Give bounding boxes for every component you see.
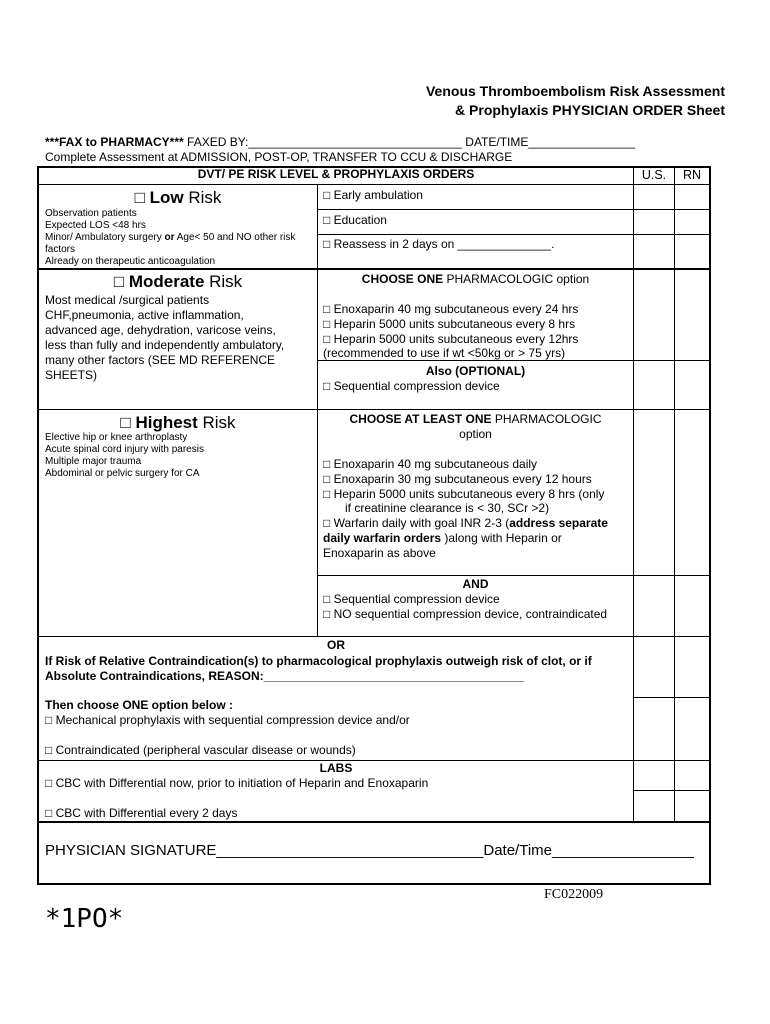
- order-highest-scd[interactable]: □ Sequential compression device: [323, 592, 500, 606]
- low-criterion: Observation patients: [45, 208, 137, 219]
- rn-column-header: RN: [682, 168, 702, 182]
- table-bottom-border: [37, 883, 711, 885]
- assessment-instruction: Complete Assessment at ADMISSION, POST-OP, TRANSFER TO CCU & DISCHARGE: [45, 150, 513, 164]
- labs-row-line: [633, 790, 711, 791]
- order-contraindicated[interactable]: □ Contraindicated (peripheral vascular disease or wounds): [45, 743, 356, 757]
- low-criterion: Minor/ Ambulatory surgery or Age< 50 and NO other risk: [45, 232, 296, 243]
- form-title-line1: Venous Thromboembolism Risk Assessment: [425, 83, 725, 99]
- order-enoxaparin-40-daily[interactable]: □ Enoxaparin 40 mg subcutaneous daily: [323, 457, 538, 471]
- contra-statement-line1: If Risk of Relative Contraindication(s) to pharmacological prophylaxis outweigh risk of clot, or if: [45, 654, 592, 668]
- highest-choose-heading: CHOOSE AT LEAST ONE PHARMACOLOGIC: [349, 412, 602, 426]
- signature-divider: [37, 821, 711, 823]
- fax-line: [45, 135, 635, 150]
- labs-heading: LABS: [319, 761, 353, 775]
- risk-column-divider: [317, 184, 318, 636]
- signature-field[interactable]: ________________________________: [216, 842, 484, 859]
- order-moderate-scd[interactable]: □ Sequential compression device: [323, 379, 500, 393]
- low-moderate-divider: [37, 268, 711, 270]
- highest-criterion: Acute spinal cord injury with paresis: [45, 444, 204, 455]
- warfarin-note-line2: daily warfarin orders )along with Heparin or: [323, 531, 562, 545]
- contra-row-line: [633, 697, 711, 698]
- order-enoxaparin-30-q12[interactable]: □ Enoxaparin 30 mg subcutaneous every 12 hours: [323, 472, 592, 486]
- low-criterion: Already on therapeutic anticoagulation: [45, 256, 216, 267]
- creatinine-note: if creatinine clearance is < 30, SCr >2): [345, 501, 550, 515]
- us-column-divider: [633, 166, 634, 822]
- rn-column-divider: [674, 166, 675, 822]
- order-education[interactable]: □ Education: [323, 213, 387, 227]
- highest-row-line-1: [317, 575, 711, 576]
- form-title-line2: & Prophylaxis PHYSICIAN ORDER Sheet: [455, 102, 725, 118]
- low-criterion: Expected LOS <48 hrs: [45, 220, 146, 231]
- highest-criterion: Multiple major trauma: [45, 456, 142, 467]
- order-heparin-q8-highest[interactable]: □ Heparin 5000 units subcutaneous every 8 hrs (only: [323, 487, 605, 501]
- low-risk-checkbox[interactable]: □: [134, 188, 145, 207]
- faxed-by-field[interactable]: FAXED BY:________________________________: [183, 135, 466, 149]
- then-choose-heading: Then choose ONE option below :: [45, 698, 233, 712]
- order-enoxaparin-40-q24[interactable]: □ Enoxaparin 40 mg subcutaneous every 24 hrs: [323, 302, 579, 316]
- order-no-scd[interactable]: □ NO sequential compression device, contraindicated: [323, 607, 608, 621]
- contra-section-divider: [37, 636, 711, 637]
- low-risk-heading[interactable]: □ Low Risk: [134, 188, 222, 207]
- moderate-criterion: many other factors (SEE MD REFERENCE: [45, 353, 276, 367]
- and-heading: AND: [462, 577, 489, 591]
- header-row-divider: [37, 184, 711, 185]
- fax-label: ***FAX to PHARMACY***: [45, 135, 184, 149]
- also-optional-heading: Also (OPTIONAL): [425, 364, 526, 378]
- order-reassess[interactable]: □ Reassess in 2 days on ______________.: [323, 237, 555, 251]
- contra-reason-field[interactable]: Absolute Contraindications, REASON:_______________________________________: [45, 669, 524, 683]
- low-row-line-1: [317, 209, 711, 210]
- moderate-risk-checkbox[interactable]: □: [113, 272, 125, 291]
- order-early-ambulation[interactable]: □ Early ambulation: [323, 188, 423, 202]
- order-mechanical-prophylaxis[interactable]: □ Mechanical prophylaxis with sequential compression device and/or: [45, 713, 410, 727]
- table-right-border: [709, 166, 711, 885]
- low-criterion: factors: [45, 244, 76, 255]
- warfarin-note-line3: Enoxaparin as above: [323, 546, 436, 560]
- order-cbc-now[interactable]: □ CBC with Differential now, prior to initiation of Heparin and Enoxaparin: [45, 776, 429, 790]
- table-header-title: DVT/ PE RISK LEVEL & PROPHYLAXIS ORDERS: [197, 167, 475, 181]
- physician-signature-row: [45, 842, 694, 860]
- highest-criterion: Abdominal or pelvic surgery for CA: [45, 468, 200, 479]
- moderate-criterion: SHEETS): [45, 368, 98, 382]
- or-heading: OR: [327, 638, 345, 652]
- moderate-criterion: less than fully and independently ambulatory,: [45, 338, 285, 352]
- order-warfarin[interactable]: □ Warfarin daily with goal INR 2-3 (address separate: [323, 516, 608, 530]
- fax-date-time-field[interactable]: DATE/TIME________________: [465, 135, 636, 149]
- order-heparin-q12[interactable]: □ Heparin 5000 units subcutaneous every 12hrs: [323, 332, 579, 346]
- order-heparin-q8[interactable]: □ Heparin 5000 units subcutaneous every 8 hrs: [323, 317, 576, 331]
- highest-risk-heading[interactable]: □ Highest Risk: [120, 413, 236, 432]
- moderate-criterion: advanced age, dehydration, varicose veins,: [45, 323, 276, 337]
- barcode-text: *1PO*: [45, 904, 124, 934]
- form-code: FC022009: [544, 887, 604, 902]
- us-column-header: U.S.: [641, 168, 667, 182]
- signature-date-time-field[interactable]: Date/Time_________________: [483, 842, 694, 859]
- low-row-line-2: [317, 234, 711, 235]
- highest-criterion: Elective hip or knee arthroplasty: [45, 432, 188, 443]
- recommended-note: (recommended to use if wt <50kg or > 75 yrs): [323, 346, 566, 360]
- moderate-choose-heading: CHOOSE ONE PHARMACOLOGIC option: [361, 272, 590, 286]
- moderate-risk-heading[interactable]: □ Moderate Risk: [113, 272, 243, 291]
- moderate-highest-divider: [37, 409, 711, 410]
- moderate-criterion: Most medical /surgical patients: [45, 293, 210, 307]
- moderate-criterion: CHF,pneumonia, active inflammation,: [45, 308, 244, 322]
- highest-risk-checkbox[interactable]: □: [120, 413, 131, 432]
- highest-choose-option: option: [459, 427, 492, 441]
- signature-label: PHYSICIAN SIGNATURE: [45, 842, 217, 859]
- order-cbc-every-2-days[interactable]: □ CBC with Differential every 2 days: [45, 806, 238, 820]
